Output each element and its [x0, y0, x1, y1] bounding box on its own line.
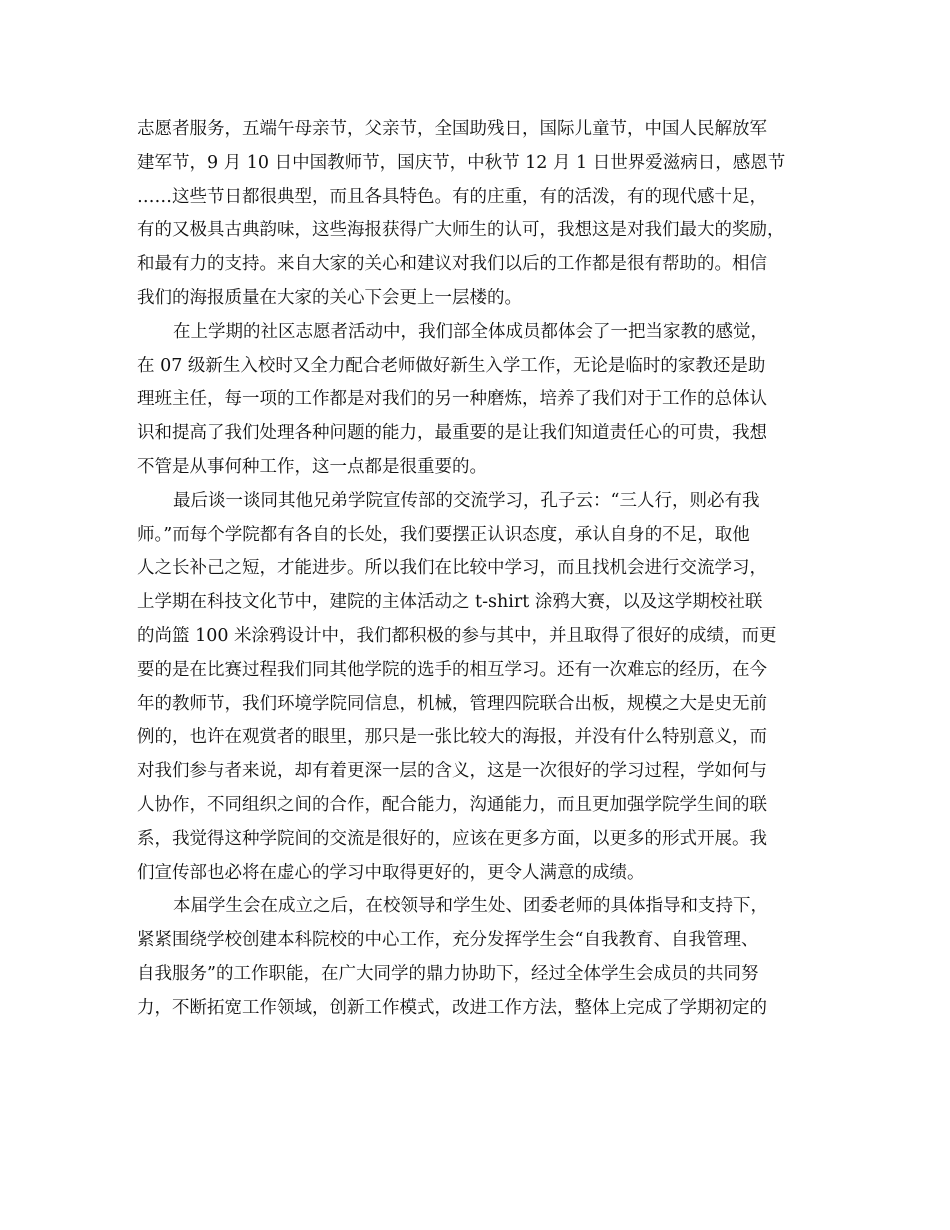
- text-line: 对我们参与者来说，却有着更深一层的含义，这是一次很好的学习过程，学如何与: [137, 761, 767, 782]
- text-line: 有的又极具古典韵味，这些海报获得广大师生的认可，我想这是对我们最大的奖励，: [137, 220, 785, 241]
- text-line: 年的教师节，我们环境学院同信息，机械，管理四院联合出板，规模之大是史无前: [137, 693, 767, 714]
- text-line: 的尚篮 100 米涂鸦设计中，我们都积极的参与其中，并且取得了很好的成绩，而更: [137, 625, 777, 646]
- text-line: 建军节，9 月 10 日中国教师节，国庆节，中秋节 12 月 1 日世界爱滋病日，感恩节: [137, 152, 786, 173]
- text-line: 系，我觉得这种学院间的交流是很好的，应该在更多方面，以更多的形式开展。我: [137, 828, 767, 849]
- document-body: [137, 113, 817, 1026]
- text-line: 识和提高了我们处理各种问题的能力，最重要的是让我们知道责任心的可贵，我想: [137, 423, 767, 444]
- text-line: 我们的海报质量在大家的关心下会更上一层楼的。: [137, 287, 522, 308]
- text-line: ……这些节日都很典型，而且各具特色。有的庄重，有的活泼，有的现代感十足，: [137, 186, 767, 207]
- paragraph-first-line: 在上学期的社区志愿者活动中，我们部全体成员都体会了一把当家教的感觉，: [173, 321, 768, 342]
- text-line: 人之长补己之短，才能进步。所以我们在比较中学习，而且找机会进行交流学习，: [137, 558, 767, 579]
- text-line: 们宣传部也必将在虚心的学习中取得更好的，更令人满意的成绩。: [137, 862, 645, 883]
- text-line: 上学期在科技文化节中，建院的主体活动之 t-shirt 涂鸦大赛，以及这学期校社联: [137, 592, 763, 613]
- text-line: 紧紧围绕学校创建本科院校的中心工作，充分发挥学生会“自我教育、自我管理、: [137, 930, 759, 951]
- text-line: 不管是从事何种工作，这一点都是很重要的。: [137, 456, 487, 477]
- text-line: 师。”而每个学院都有各自的长处，我们要摆正认识态度，承认自身的不足，取他: [137, 524, 750, 545]
- text-line: 和最有力的支持。来自大家的关心和建议对我们以后的工作都是很有帮助的。相信: [137, 254, 767, 275]
- text-line: 理班主任，每一项的工作都是对我们的另一种磨炼，培养了我们对于工作的总体认: [137, 389, 767, 410]
- text-line: 自我服务”的工作职能，在广大同学的鼎力协助下，经过全体学生会成员的共同努: [137, 963, 759, 984]
- text-line: 志愿者服务，五端午母亲节，父亲节，全国助残日，国际儿童节，中国人民解放军: [137, 119, 767, 139]
- text-line: 力，不断拓宽工作领域，创新工作模式，改进工作方法，整体上完成了学期初定的: [137, 997, 767, 1018]
- text-line: 要的是在比赛过程我们同其他学院的选手的相互学习。还有一次难忘的经历，在今: [137, 659, 767, 680]
- paragraph-first-line: 本届学生会在成立之后，在校领导和学生处、团委老师的具体指导和支持下，: [173, 896, 768, 917]
- text-line: 人协作，不同组织之间的合作，配合能力，沟通能力，而且更加强学院学生间的联: [137, 794, 767, 815]
- paragraph-first-line: 最后谈一谈同其他兄弟学院宣传部的交流学习，孔子云：“三人行，则必有我: [173, 490, 760, 511]
- text-line: 例的，也许在观赏者的眼里，那只是一张比较大的海报，并没有什么特别意义，而: [137, 727, 767, 748]
- text-line: 在 07 级新生入校时又全力配合老师做好新生入学工作，无论是临时的家教还是助: [137, 355, 766, 376]
